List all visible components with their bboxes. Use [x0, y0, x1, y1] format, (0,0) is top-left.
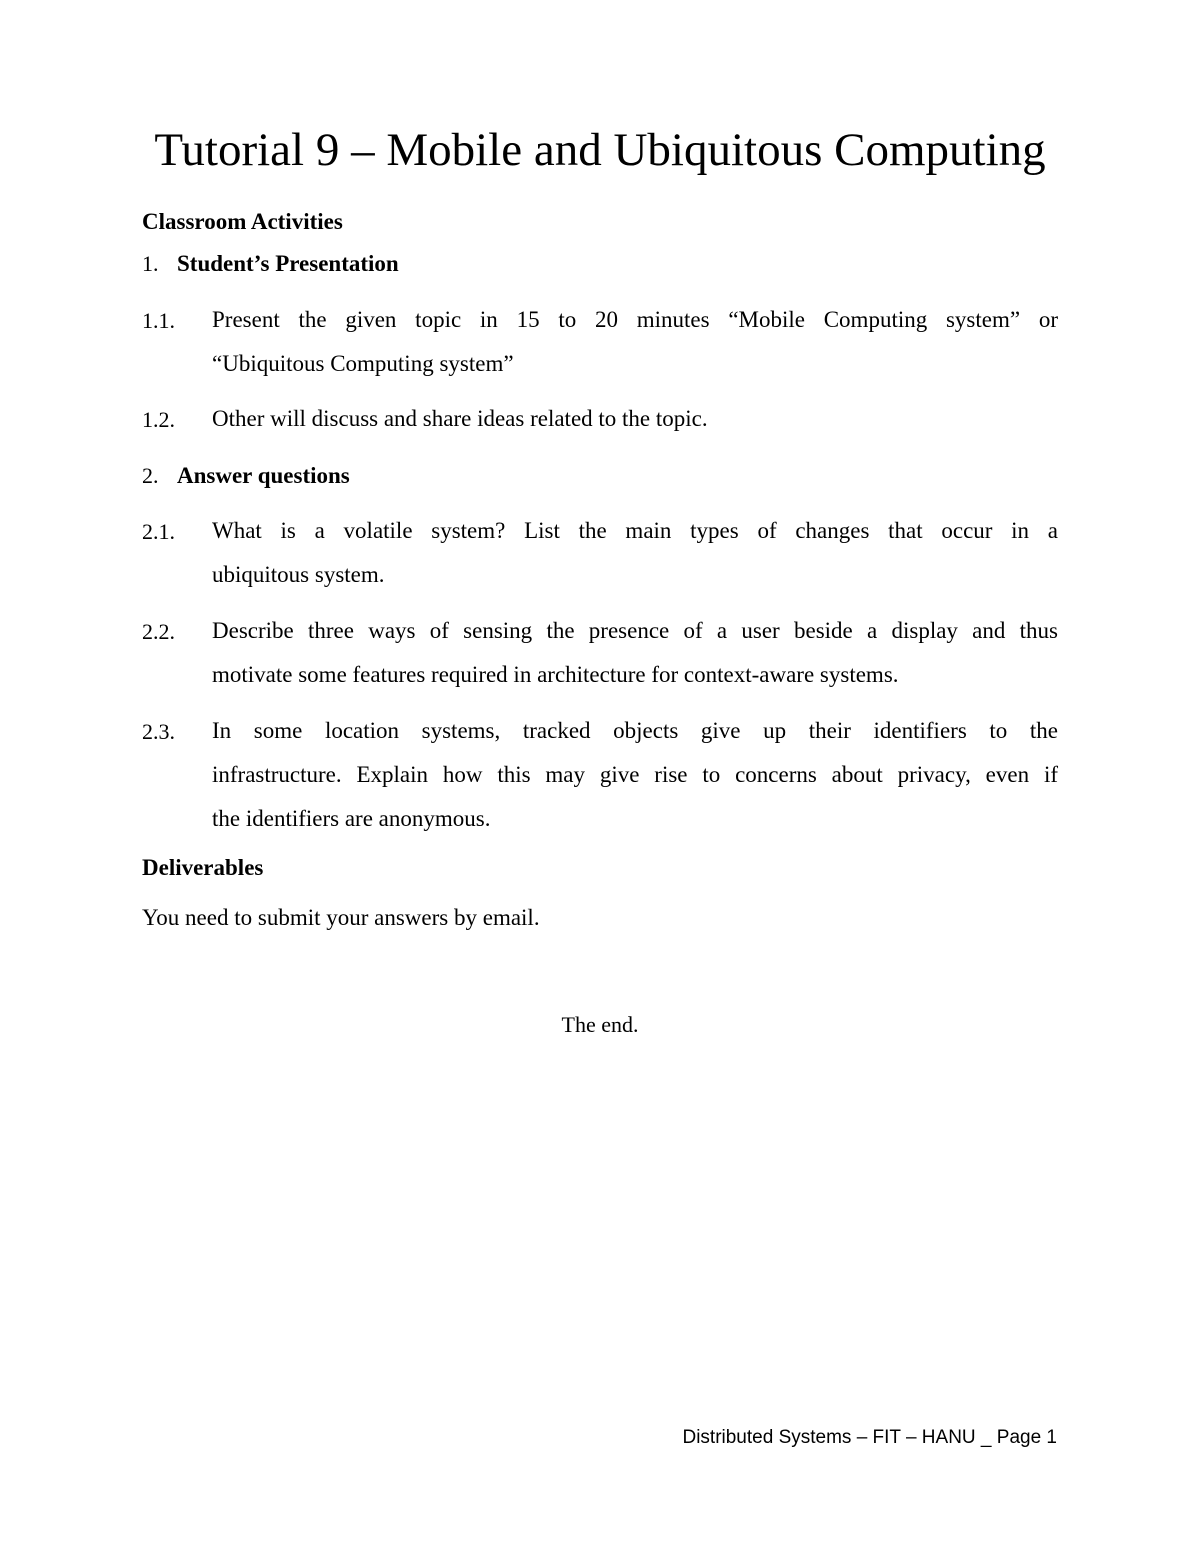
item-1-1-line-2: “Ubiquitous Computing system”: [212, 351, 514, 376]
item-1-heading: Student’s Presentation: [177, 251, 399, 276]
item-1-2-line-1: Other will discuss and share ideas related to the topic.: [212, 406, 708, 431]
item-2-3-line-1: In some location systems, tracked objects give up their identifiers to the: [212, 718, 1058, 743]
end-text: The end.: [561, 1012, 639, 1037]
item-2-1-text: [212, 509, 1058, 597]
item-1-2-text: [212, 397, 1058, 441]
item-2-2-line-2: motivate some features required in architecture for context-aware systems.: [212, 662, 899, 687]
item-2-3-text: [212, 709, 1058, 841]
item-1-2-number: 1.2.: [142, 407, 175, 432]
page-title: Tutorial 9 – Mobile and Ubiquitous Computing: [154, 124, 1046, 176]
item-2-2-line-1: Describe three ways of sensing the presence of a user beside a display and thus: [212, 618, 1058, 643]
item-2-1-line-1: What is a volatile system? List the main types of changes that occur in a: [212, 518, 1058, 543]
classroom-activities-heading: Classroom Activities: [142, 209, 343, 234]
item-1-number: 1.: [142, 251, 159, 276]
item-2-3-number: 2.3.: [142, 719, 175, 744]
item-2-3-line-3: the identifiers are anonymous.: [212, 806, 491, 831]
item-1-1-line-1: Present the given topic in 15 to 20 minutes “Mobile Computing system” or: [212, 307, 1058, 332]
page-footer: Distributed Systems – FIT – HANU _ Page 1: [682, 1427, 1057, 1448]
deliverables-text: You need to submit your answers by email.: [142, 905, 540, 930]
item-2-1-number: 2.1.: [142, 519, 175, 544]
item-1-1-text: [212, 298, 1058, 386]
item-2-3-line-2: infrastructure. Explain how this may give rise to concerns about privacy, even if: [212, 762, 1058, 787]
deliverables-heading: Deliverables: [142, 855, 264, 880]
item-2-1-line-2: ubiquitous system.: [212, 562, 385, 587]
item-2-number: 2.: [142, 463, 159, 488]
item-2-2-number: 2.2.: [142, 619, 175, 644]
item-2-2-text: [212, 609, 1058, 697]
item-2-heading: Answer questions: [177, 463, 350, 488]
item-1-1-number: 1.1.: [142, 308, 175, 333]
